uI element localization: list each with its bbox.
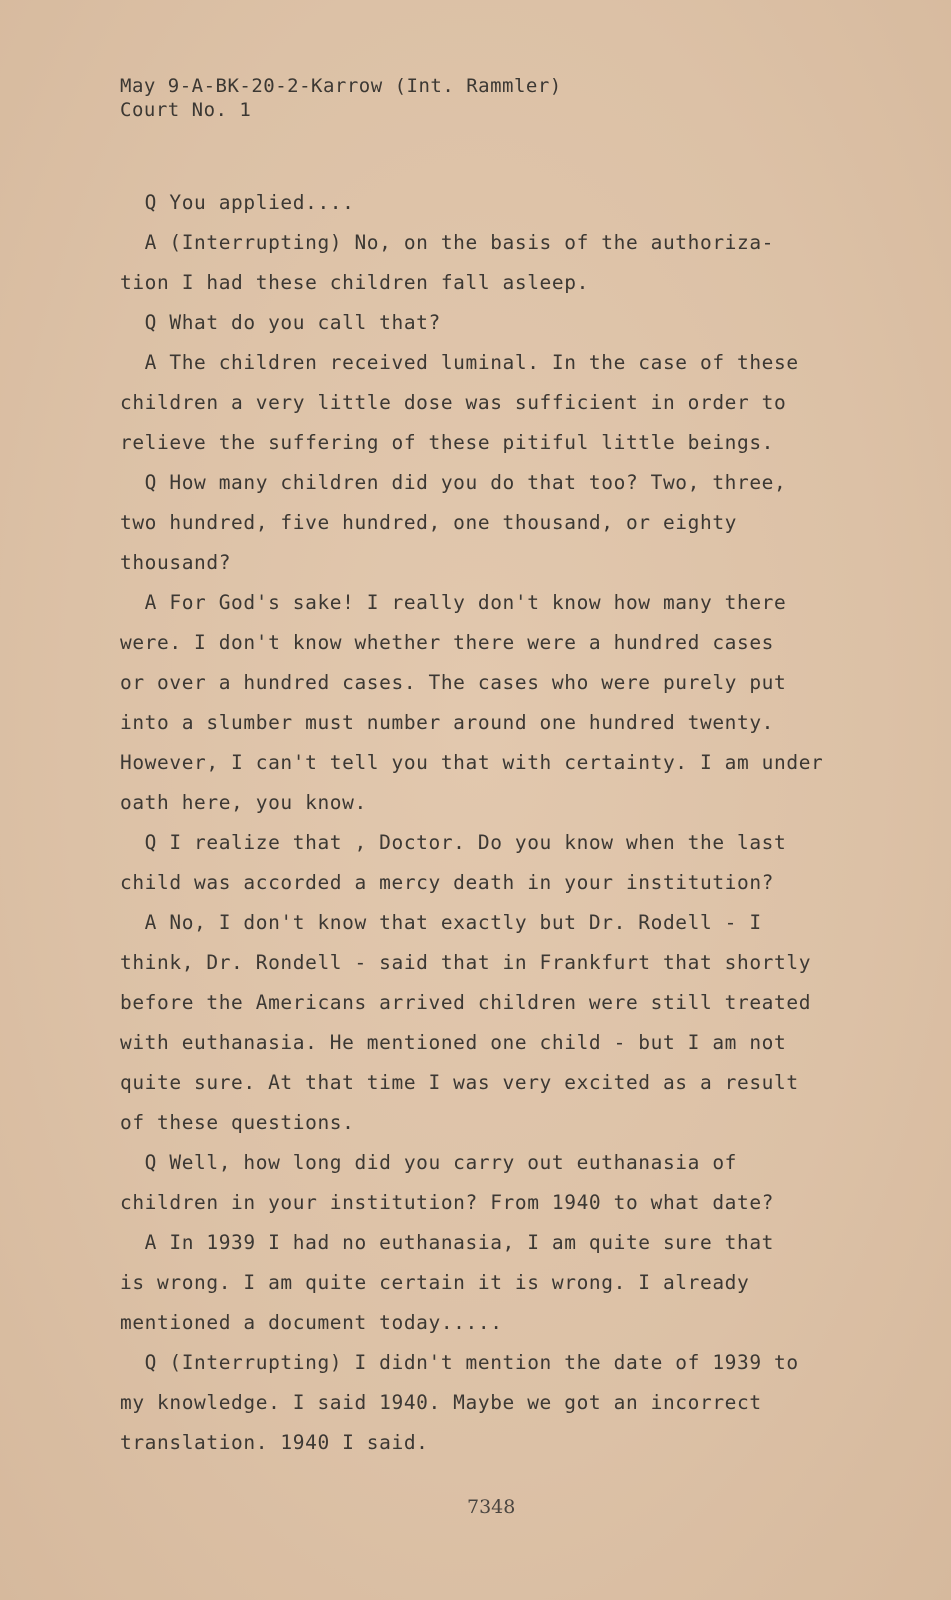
header-line-2: Court No. 1 <box>120 99 252 121</box>
transcript-line: were. I don't know whether there were a hundred cases <box>120 631 775 654</box>
transcript-line: is wrong. I am quite certain it is wrong. I already <box>120 1271 750 1294</box>
transcript-line: two hundred, five hundred, one thousand, or eighty <box>120 511 737 534</box>
transcript-line: oath here, you know. <box>120 791 367 814</box>
transcript-line: thousand? <box>120 551 232 574</box>
document-header <box>120 74 562 122</box>
transcript-line: A The children received luminal. In the case of these <box>120 351 799 374</box>
transcript-line: relieve the suffering of these pitiful little beings. <box>120 431 775 454</box>
transcript-line: Q (Interrupting) I didn't mention the date of 1939 to <box>120 1351 799 1374</box>
page-number: 7348 <box>467 1496 516 1518</box>
transcript-line: A No, I don't know that exactly but Dr. Rodell - I <box>120 911 762 934</box>
header-line-1: May 9-A-BK-20-2-Karrow (Int. Rammler) <box>120 75 562 97</box>
transcript-line: Q How many children did you do that too? Two, three, <box>120 471 787 494</box>
transcript-line: child was accorded a mercy death in your institution? <box>120 871 775 894</box>
transcript-line: or over a hundred cases. The cases who were purely put <box>120 671 787 694</box>
transcript-line: children in your institution? From 1940 to what date? <box>120 1191 775 1214</box>
transcript-line: A For God's sake! I really don't know how many there <box>120 591 787 614</box>
transcript-line: Q You applied.... <box>120 191 355 214</box>
transcript-line: mentioned a document today..... <box>120 1311 503 1334</box>
transcript-line: However, I can't tell you that with certainty. I am under <box>120 751 824 774</box>
transcript-line: think, Dr. Rondell - said that in Frankfurt that shortly <box>120 951 812 974</box>
transcript-line: Q Well, how long did you carry out euthanasia of <box>120 1151 737 1174</box>
transcript-line: tion I had these children fall asleep. <box>120 271 589 294</box>
transcript-line: Q What do you call that? <box>120 311 441 334</box>
transcript-line: of these questions. <box>120 1111 355 1134</box>
transcript-line: Q I realize that , Doctor. Do you know when the last <box>120 831 787 854</box>
transcript-line: A In 1939 I had no euthanasia, I am quite sure that <box>120 1231 775 1254</box>
transcript-line: my knowledge. I said 1940. Maybe we got an incorrect <box>120 1391 762 1414</box>
transcript-line: translation. 1940 I said. <box>120 1431 429 1454</box>
transcript-line: children a very little dose was sufficient in order to <box>120 391 787 414</box>
transcript-line: A (Interrupting) No, on the basis of the authoriza- <box>120 231 775 254</box>
transcript-line: with euthanasia. He mentioned one child - but I am not <box>120 1031 787 1054</box>
transcript-line: before the Americans arrived children were still treated <box>120 991 812 1014</box>
transcript-line: quite sure. At that time I was very excited as a result <box>120 1071 799 1094</box>
transcript-line: into a slumber must number around one hundred twenty. <box>120 711 775 734</box>
